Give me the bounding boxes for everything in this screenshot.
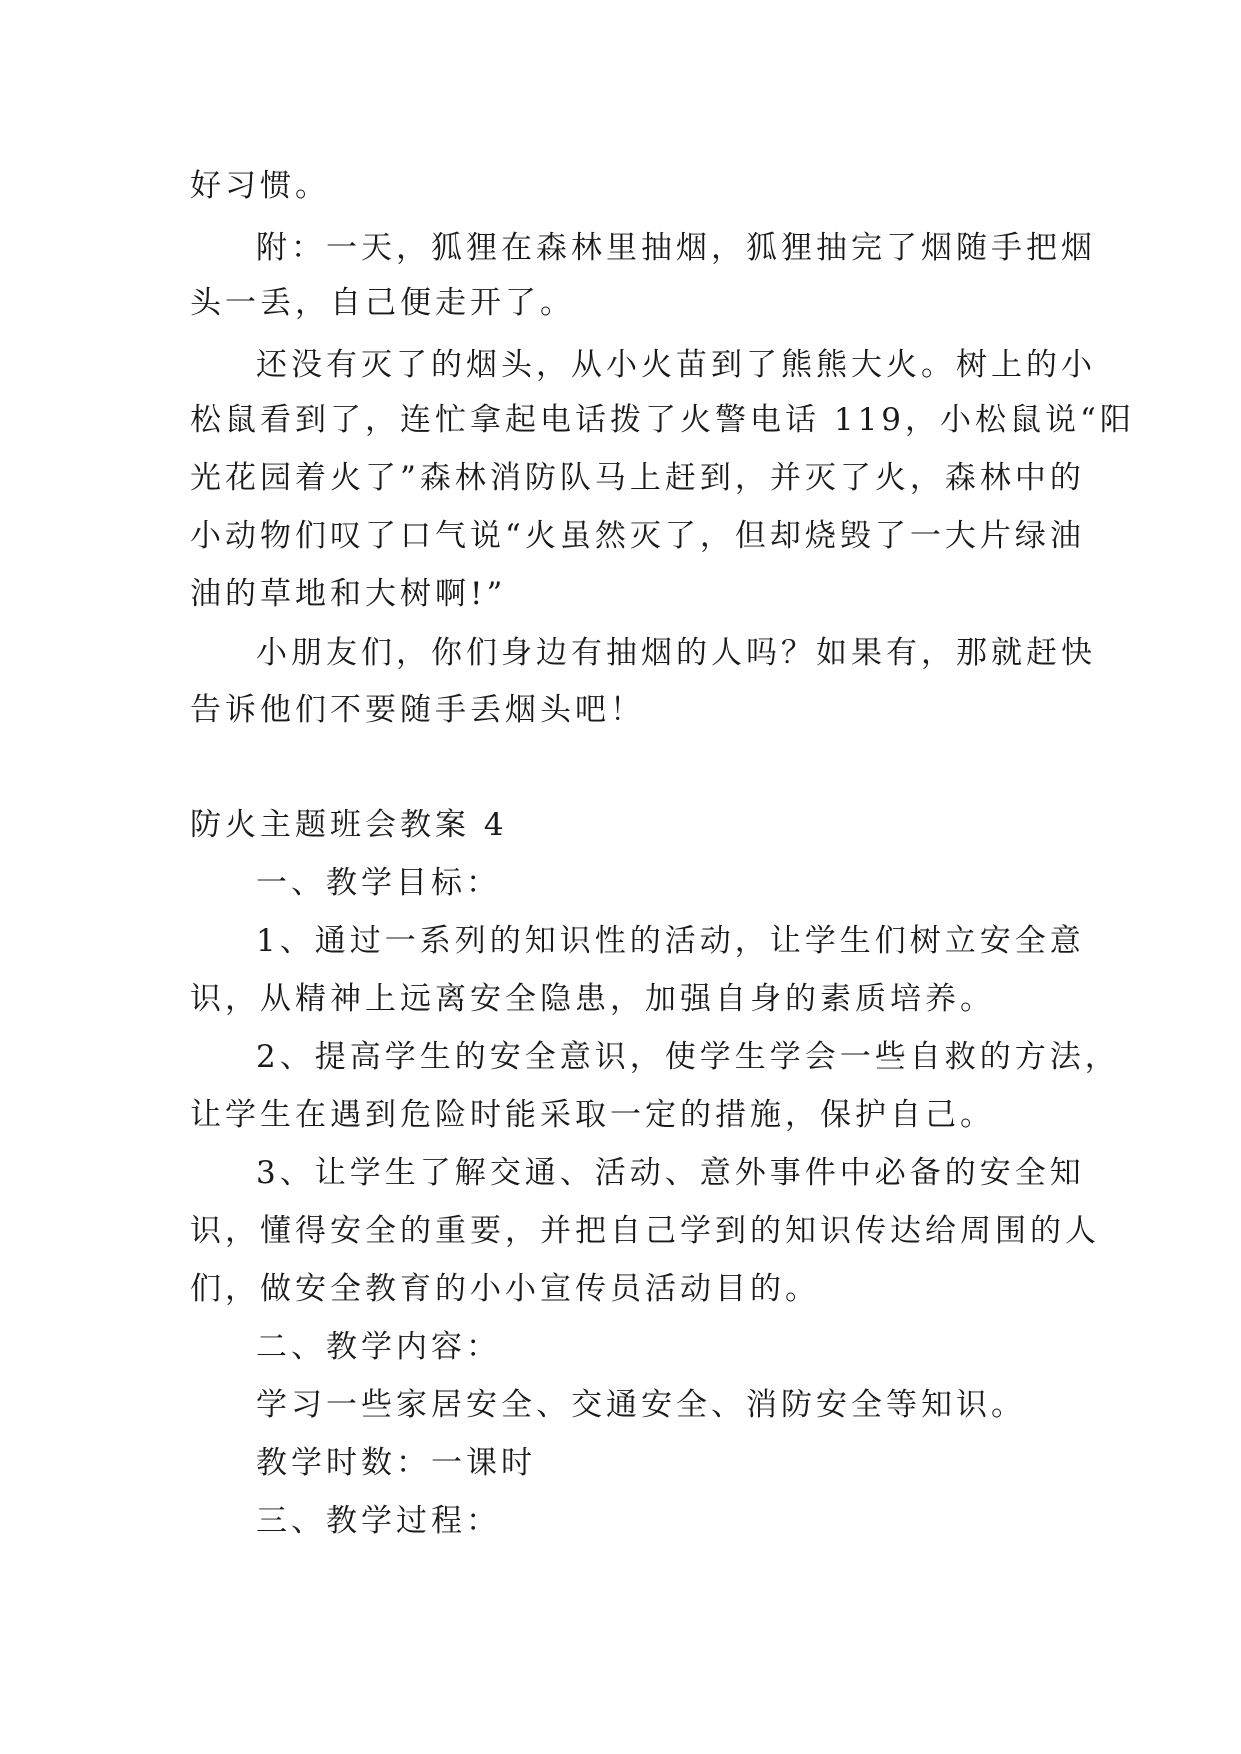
text-line: 好习惯。 bbox=[190, 168, 330, 204]
text-line: 们，做安全教育的小小宣传员活动目的。 bbox=[190, 1271, 820, 1307]
heading-process: 三、教学过程： bbox=[256, 1503, 501, 1539]
text-line: 小朋友们，你们身边有抽烟的人吗？如果有，那就赶快 bbox=[256, 635, 1096, 671]
text-line: 小动物们叹了口气说“火虽然灭了，但却烧毁了一大片绿油 bbox=[190, 518, 1085, 554]
text-line: 2、提高学生的安全意识，使学生学会一些自救的方法， bbox=[256, 1039, 1120, 1075]
text-line: 松鼠看到了，连忙拿起电话拨了火警电话 119，小松鼠说“阳 bbox=[190, 402, 1135, 438]
text-line: 1、通过一系列的知识性的活动，让学生们树立安全意 bbox=[256, 923, 1085, 959]
text-line: 让学生在遇到危险时能采取一定的措施，保护自己。 bbox=[190, 1097, 995, 1133]
text-line: 学习一些家居安全、交通安全、消防安全等知识。 bbox=[256, 1387, 1026, 1423]
text-line: 识，从精神上远离安全隐患，加强自身的素质培养。 bbox=[190, 981, 995, 1017]
text-line: 附：一天，狐狸在森林里抽烟，狐狸抽完了烟随手把烟 bbox=[256, 230, 1096, 266]
text-line: 识，懂得安全的重要，并把自己学到的知识传达给周围的人 bbox=[190, 1213, 1100, 1249]
heading-content: 二、教学内容： bbox=[256, 1329, 501, 1365]
section-title: 防火主题班会教案 4 bbox=[190, 807, 508, 843]
text-line: 光花园着火了”森林消防队马上赶到，并灭了火，森林中的 bbox=[190, 460, 1085, 496]
text-line: 还没有灭了的烟头，从小火苗到了熊熊大火。树上的小 bbox=[256, 347, 1096, 383]
text-line: 告诉他们不要随手丢烟头吧！ bbox=[190, 692, 645, 728]
text-line: 教学时数：一课时 bbox=[256, 1445, 536, 1481]
heading-objectives: 一、教学目标： bbox=[256, 865, 501, 901]
text-line: 头一丢，自己便走开了。 bbox=[190, 285, 575, 321]
text-line: 油的草地和大树啊!” bbox=[190, 576, 507, 612]
text-line: 3、让学生了解交通、活动、意外事件中必备的安全知 bbox=[256, 1155, 1085, 1191]
